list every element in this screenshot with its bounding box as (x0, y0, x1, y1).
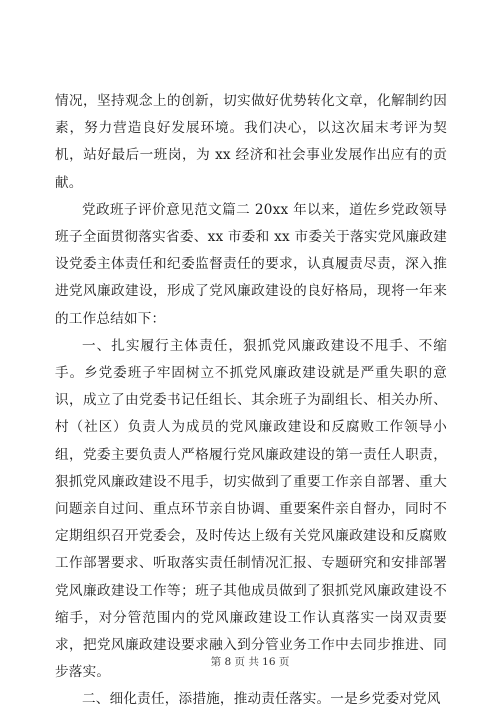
paragraph-4: 二、细化责任，添措施，推动责任落实。一是乡党委对党风 (82, 691, 441, 708)
paragraph-3: 一、扎实履行主体责任，狠抓党风廉政建设不甩手、不缩手。乡党委班子牢固树立不抓党风廉政建设就是严重失职的意识，成立了由党委书记任组长、其余班子为副组长、相关办所、村（社区）负责人为成员的党风廉政建设和反腐败工作领导小组，党委主要负责人严格履行党风廉政建设的第一责任人职责，狠抓党风廉政建设不甩手，切实做到了重要工作亲自部署、重大问题亲自过问、重点环节亲自协调、重要案件亲自督办，同时不定期组织召开党委会，及时传达上级有关党风廉政建设和反腐败工作部署要求、听取落实责任制情况汇报、专题研究和安排部署党风廉政建设工作等；班子其他成员做到了狠抓党风廉政建设不缩手，对分管范围内的党风廉政建设工作认真落实一岗双责要求，把党风廉政建设要求融入到分管业务工作中去同步推进、同步落实。 (55, 337, 447, 681)
paragraph-2: 党政班子评价意见范文篇二 20xx 年以来，道佐乡党政领导班子全面贯彻落实省委、xx 市委和 xx 市委关于落实党风廉政建设党委主体责任和纪委监督责任的要求，认真履责尽责，深入推进党风廉政建设，形成了党风廉政建设的良好格局，现将一年来的工作总结如下： (55, 201, 447, 327)
document-body (55, 88, 447, 714)
page-number-footer: 第 8 页 共 16 页 (210, 656, 290, 668)
paragraph-1: 情况，坚持观念上的创新，切实做好优势转化文章，化解制约因素，努力营造良好发展环境。我们决心，以这次届末考评为契机，站好最后一班岗，为 xx 经济和社会事业发展作出应有的贡献。 (55, 93, 447, 191)
